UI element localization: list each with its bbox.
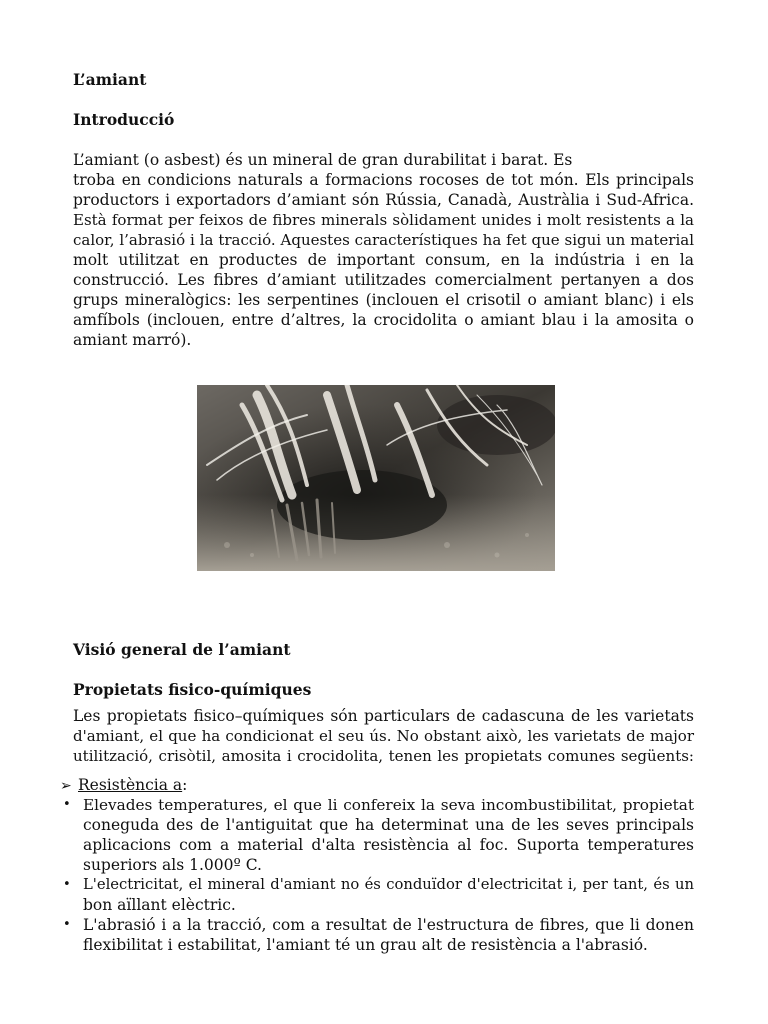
intro-line: productors i exportadors d’amiant són Rússia, Canadà, Austràlia i Sud-Africa.	[73, 191, 694, 209]
bullet-line: flexibilitat i estabilitat, l'amiant té un grau alt de resistència a l'abrasió.	[83, 936, 648, 954]
list-item	[60, 875, 694, 915]
bullet-line: L'electricitat, el mineral d'amiant no és conduïdor d'electricitat i, per tant, és un	[83, 876, 694, 893]
intro-line: molt utilitzat en productes de important consum, en la indústria i en la	[73, 251, 694, 269]
bullet-line: L'abrasió i a la tracció, com a resultat de l'estructura de fibres, que li donen	[83, 916, 694, 934]
list-item	[60, 915, 694, 955]
intro-line: troba en condicions naturals a formacions rocoses de tot món. Els principals	[73, 171, 694, 189]
resistance-label: Resistència a	[78, 776, 183, 794]
arrow-bullet-icon: ➢	[60, 778, 72, 794]
intro-paragraph	[73, 150, 694, 350]
intro-heading: Introducció	[73, 110, 175, 129]
intro-line: construcció. Les fibres d’amiant utilitzades comercialment pertanyen a dos	[73, 271, 694, 289]
properties-line: d'amiant, el que ha condicionat el seu ús. No obstant això, les varietats de major	[73, 727, 694, 745]
resistance-label-colon: :	[182, 776, 188, 794]
intro-line: amiant marró).	[73, 331, 192, 349]
properties-heading: Propietats fisico-químiques	[73, 680, 312, 699]
properties-line: utilització, crisòtil, amosita i crocidolita, tenen les propietats comunes següents:	[73, 747, 694, 765]
bullet-line: coneguda des de l'antiguitat que ha determinat una de les seves principals	[83, 816, 694, 834]
intro-line: amfíbols (inclouen, entre d’altres, la crocidolita o amiant blau i la amosita o	[73, 311, 694, 329]
section-heading: Visió general de l’amiant	[73, 640, 291, 659]
properties-paragraph	[73, 706, 694, 766]
bullet-line: aplicacions com a material d'alta resistència al foc. Suporta temperatures	[83, 836, 694, 854]
properties-line: Les propietats fisico–químiques són particulars de cadascuna de les varietats	[73, 707, 694, 725]
bullet-dot-icon: •	[63, 877, 71, 892]
list-item	[60, 795, 694, 875]
bullet-dot-icon: •	[63, 797, 71, 812]
bullet-dot-icon: •	[63, 917, 71, 932]
intro-line: L’amiant (o asbest) és un mineral de gran durabilitat i barat. Es	[73, 151, 573, 169]
intro-line: grups mineralògics: les serpentines (inclouen el crisotil o amiant blanc) i els	[73, 291, 694, 309]
resistance-bullet-list	[60, 795, 694, 955]
asbestos-mineral-photo	[197, 385, 555, 571]
document-title: L’amiant	[73, 70, 147, 89]
intro-line: Està format per feixos de fibres minerals sòlidament unides i molt resistents a la	[73, 211, 694, 229]
bullet-line: Elevades temperatures, el que li confereix la seva incombustibilitat, propietat	[83, 796, 694, 814]
resistance-label-row	[60, 775, 187, 796]
bullet-line: superiors als 1.000º C.	[83, 856, 262, 874]
intro-line: calor, l’abrasió i la tracció. Aquestes característiques ha fet que sigui un material	[73, 231, 694, 249]
bullet-line: bon aïllant elèctric.	[83, 896, 236, 914]
